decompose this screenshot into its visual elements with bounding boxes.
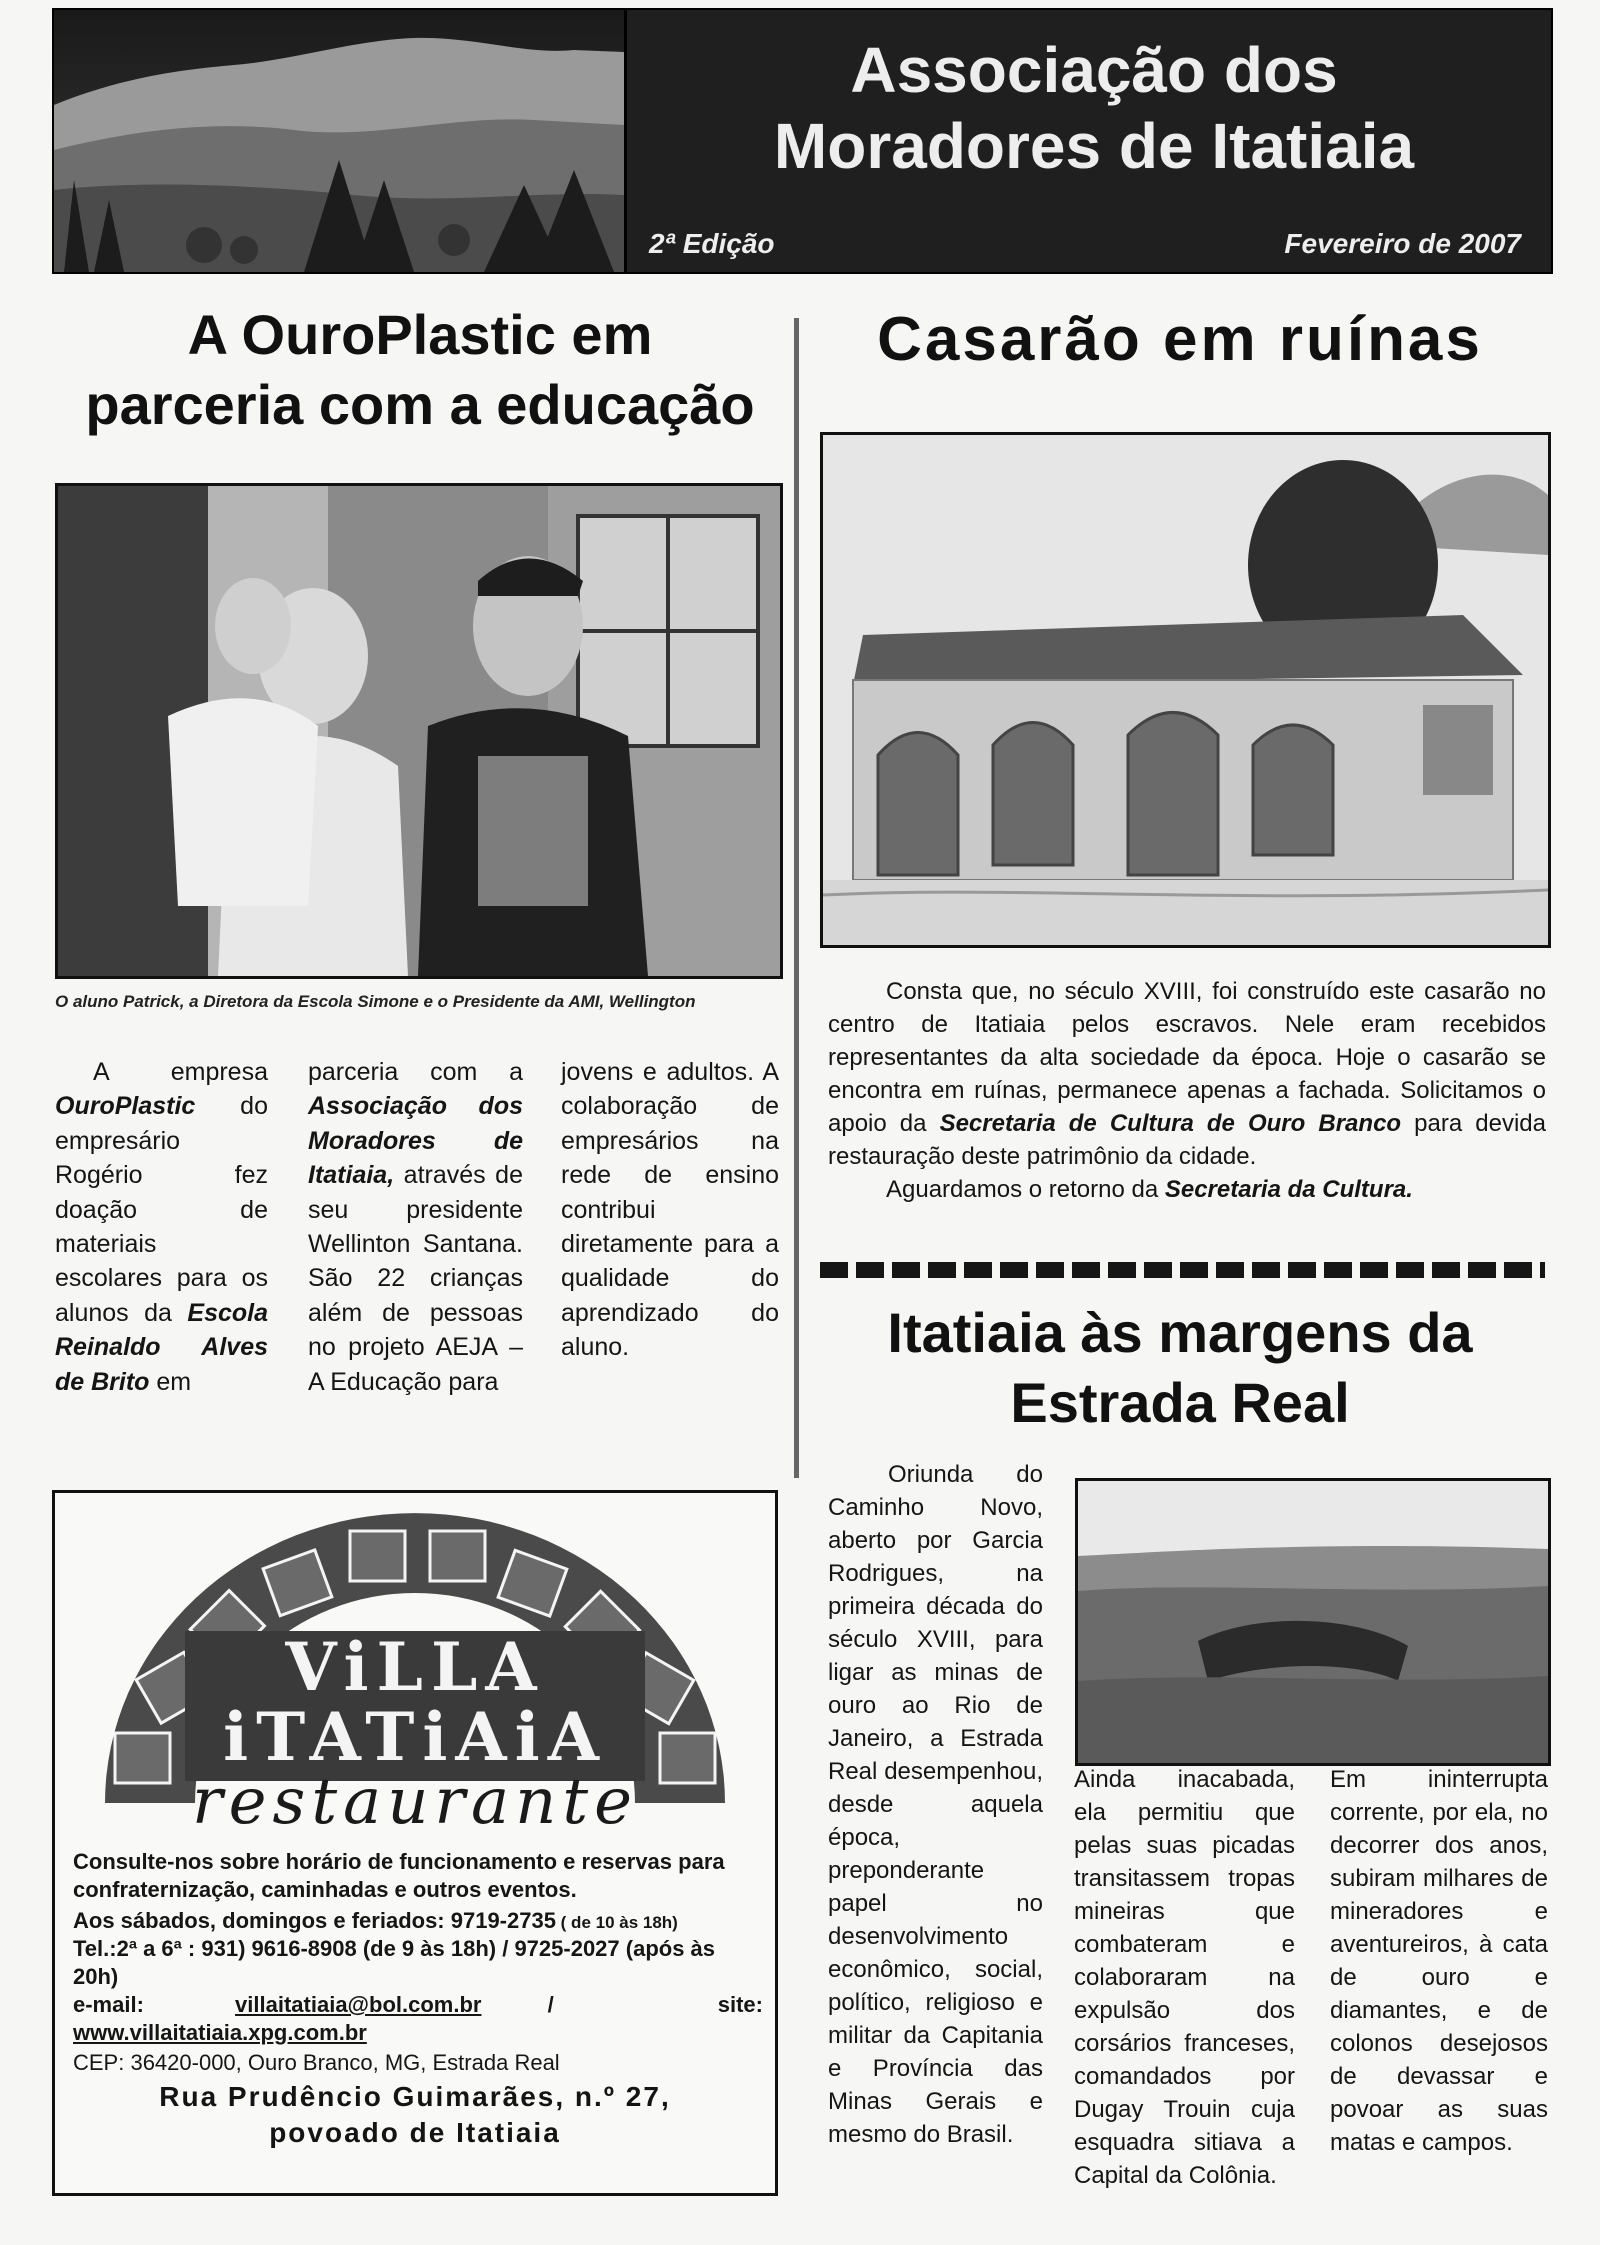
ouroplastic-headline: A OuroPlastic em parceria com a educação	[85, 303, 755, 436]
newspaper-title: Associação dos Moradores de Itatiaia	[773, 34, 1415, 182]
casarao-headline: Casarão em ruínas	[877, 305, 1483, 374]
ad-consult-text: Consulte-nos sobre horário de funcionamento e reservas para confraternização, caminhadas e outros eventos.	[73, 1849, 725, 1902]
ouroplastic-text-col1: A empresa OuroPlastic do empresário Rogério fez doação de materiais escolares para os alunos da Escola Reinaldo Alves de Brito em	[55, 1058, 268, 1396]
restaurant-name-line1: ViLLA	[285, 1628, 545, 1706]
column-divider	[794, 318, 799, 1478]
ad-address: Rua Prudêncio Guimarães, n.º 27, povoado de Itatiaia	[159, 2081, 671, 2148]
casarao-text: Consta que, no século XVIII, foi construído este casarão no centro de Itatiaia pelos escravos. Nele eram recebidos representantes da alta sociedade da época. Hoje o casarão se encontra em ruínas, permanece apenas a fachada. Solicitamos o apoio da Secretaria de Cultura de Ouro Branco para devida restauração deste patrimônio da cidade. Aguardamos o retorno da Secretaria da Cultura.	[828, 978, 1546, 1203]
ad-email-link[interactable]: villaitatiaia@bol.com.br	[235, 1992, 482, 2017]
edition-label: 2ª Edição	[649, 228, 775, 259]
estrada-text-col3: Em ininterrupta corrente, por ela, no decorrer dos anos, subiram milhares de mineradores e aventureiros, à cata de ouro e diamantes, e de colonos desejosos de devassar e povoar as suas matas e campos.	[1330, 1766, 1548, 2156]
mountain-landscape-photo	[54, 10, 627, 272]
villa-itatiaia-ad	[52, 1490, 778, 2196]
ad-weekday-phone: Tel.:2ª a 6ª : 931) 9616-8908 (de 9 às 18h) / 9725-2027 (após às 20h)	[73, 1936, 716, 1989]
estrada-text-col2: Ainda inacabada, ela permitiu que pelas suas picadas transitassem tropas mineiras que combateram e colaboraram na expulsão dos corsários franceses, comandados por Dugay Trouin cuja esquadra sitiava a Capital da Colônia.	[1074, 1766, 1295, 2189]
restaurant-name-line2: iTATiAiA	[223, 1698, 607, 1776]
ad-email-row: e-mail: villaitatiaia@bol.com.br / site:	[73, 1992, 763, 2017]
restaurant-subtitle: restaurante	[192, 1765, 638, 1839]
ouroplastic-text-col2: parceria com a Associação dos Moradores de Itatiaia, através de seu presidente Wellinton Santana. São 22 crianças além de pessoas no projeto AEJA – A Educação para	[308, 1058, 523, 1396]
ad-cep: CEP: 36420-000, Ouro Branco, MG, Estrada Real	[73, 2050, 560, 2075]
photo-estrada-real-landscape	[1075, 1478, 1551, 1766]
ouroplastic-text-col3: jovens e adultos. A colaboração de empresários na rede de ensino contribui diretamente para a qualidade do aprendizado do aluno.	[561, 1058, 779, 1362]
photo-student-director-president	[55, 483, 783, 979]
photo-ruined-mansion	[820, 432, 1551, 948]
issue-date: Fevereiro de 2007	[1284, 228, 1521, 259]
estrada-text-col1: Oriunda do Caminho Novo, aberto por Garcia Rodrigues, na primeira década do século XVIII, para ligar as minas de ouro ao Rio de Janeiro, a Estrada Real desempenhou, desde aquela época, preponderante papel no desenvolvimento econômico, social, político, religioso e militar da Capitania e Província das Minas Gerais e mesmo do Brasil.	[828, 1461, 1043, 2148]
masthead	[52, 8, 1553, 274]
ad-weekend-phone: Aos sábados, domingos e feriados: 9719-2735 ( de 10 às 18h)	[73, 1908, 678, 1933]
ad-site-link[interactable]: www.villaitatiaia.xpg.com.br	[73, 2020, 367, 2045]
section-divider-dashes	[820, 1262, 1545, 1278]
photo-caption: O aluno Patrick, a Diretora da Escola Simone e o Presidente da AMI, Wellington	[55, 992, 696, 1011]
estrada-real-headline: Itatiaia às margens da Estrada Real	[887, 1301, 1473, 1434]
